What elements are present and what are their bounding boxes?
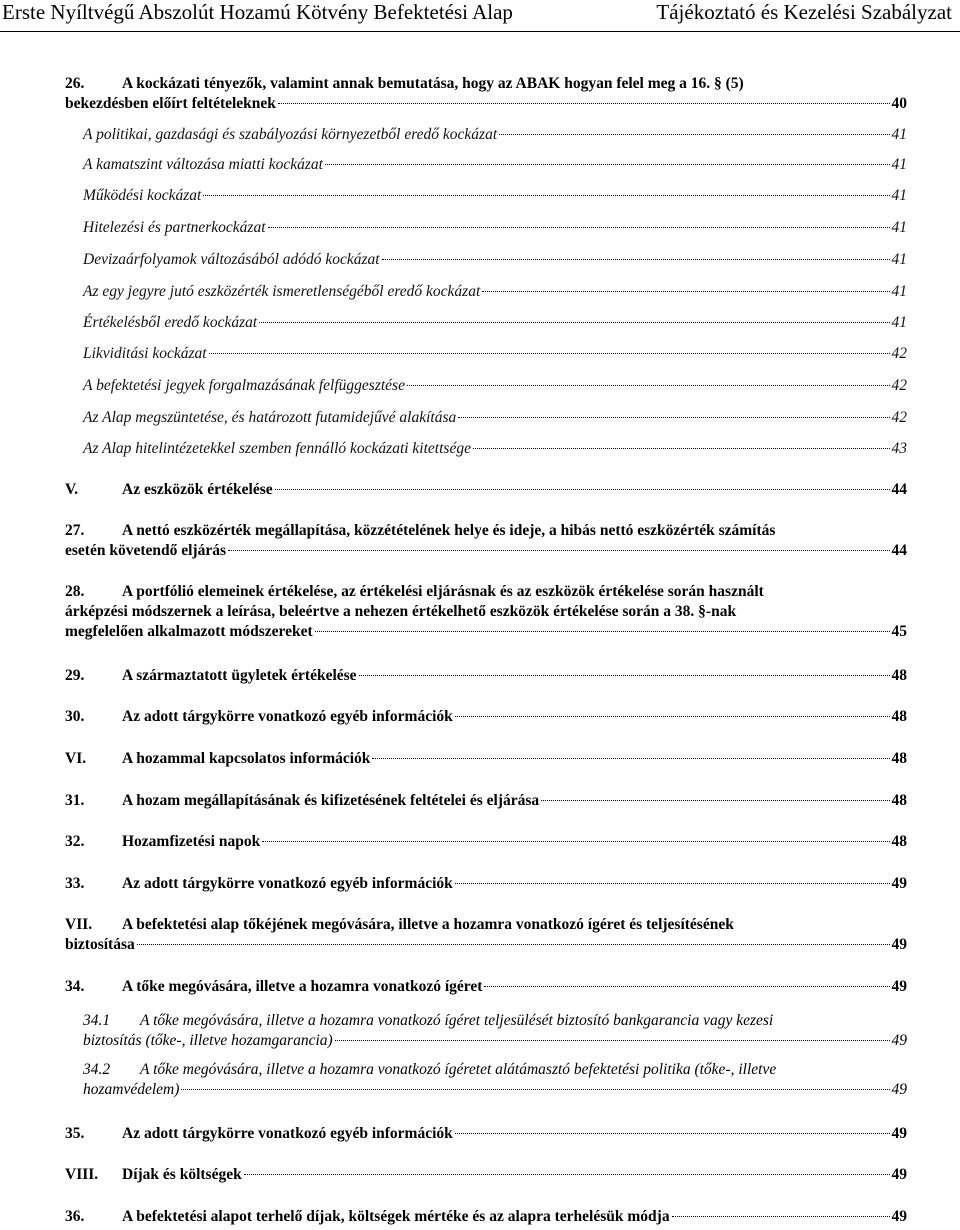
leader-dots (473, 448, 890, 449)
toc-number: 32. (65, 833, 85, 850)
leader-dots (275, 489, 890, 490)
toc-entry-risk-credit[interactable] (83, 218, 907, 238)
toc-page: 49 (891, 1032, 907, 1049)
leader-dots (244, 1174, 890, 1175)
toc-number: V. (65, 481, 79, 498)
toc-title-cont: hozamvédelem) (83, 1081, 180, 1098)
leader-dots (455, 1133, 890, 1134)
toc-title: A tőke megóvására, illetve a hozamra vonatkozó ígéret (122, 978, 483, 995)
toc-entry-26[interactable] (65, 74, 907, 114)
leader-dots (262, 841, 889, 842)
toc-number: VI. (65, 750, 87, 767)
toc-title-cont: bekezdésben előírt feltételeknek (65, 95, 276, 112)
toc-entry-34[interactable] (65, 977, 907, 997)
header-fund-name: Erste Nyíltvégű Abszolút Hozamú Kötvény Befektetési Alap (2, 0, 513, 24)
toc-page: 48 (891, 750, 907, 767)
toc-number: 31. (65, 792, 85, 809)
toc-number: 33. (65, 875, 85, 892)
toc-page: 41 (891, 251, 907, 268)
toc-entry-risk-interest[interactable] (83, 155, 907, 175)
toc-page: 41 (891, 283, 907, 300)
toc-title: Likviditási kockázat (83, 345, 207, 362)
toc-page: 44 (891, 481, 907, 498)
toc-title: A nettó eszközérték megállapítása, közzétételének helye és ideje, a hibás nettó eszközérték számítás (122, 522, 776, 539)
toc-number: VIII. (65, 1166, 99, 1183)
toc-number: VII. (65, 916, 93, 933)
toc-entry-risk-valuation[interactable] (83, 313, 907, 333)
toc-entry-VIII[interactable] (65, 1165, 907, 1185)
toc-entry-32[interactable] (65, 832, 907, 852)
toc-page: 49 (891, 1125, 907, 1142)
toc-title: A hozammal kapcsolatos információk (122, 750, 371, 767)
toc-page: 42 (891, 377, 907, 394)
toc-page: 41 (891, 187, 907, 204)
toc-page: 49 (891, 1208, 907, 1225)
toc-entry-risk-exposure[interactable] (83, 439, 907, 459)
leader-dots (499, 134, 889, 135)
toc-page: 42 (891, 345, 907, 362)
leader-dots (259, 322, 889, 323)
toc-title: A befektetési alap tőkéjének megóvására, illetve a hozamra vonatkozó ígéret és teljesítésének (122, 916, 734, 933)
toc-entry-31[interactable] (65, 791, 907, 811)
leader-dots (455, 883, 890, 884)
toc-number: 27. (65, 522, 85, 539)
toc-entry-27[interactable] (65, 521, 907, 561)
toc-page: 41 (891, 314, 907, 331)
toc-entry-risk-fx[interactable] (83, 250, 907, 270)
toc-page: 49 (891, 1166, 907, 1183)
leader-dots (455, 716, 890, 717)
toc-title: A kamatszint változása miatti kockázat (83, 156, 323, 173)
toc-page: 42 (891, 409, 907, 426)
header-doc-title: Tájékoztató és Kezelési Szabályzat (656, 0, 952, 24)
toc-entry-V[interactable] (65, 480, 907, 500)
toc-page: 43 (891, 440, 907, 457)
toc-title: Hitelezési és partnerkockázat (83, 219, 266, 236)
toc-title: Díjak és költségek (122, 1166, 242, 1183)
toc-number: 34. (65, 978, 85, 995)
toc-title: Működési kockázat (83, 187, 202, 204)
toc-entry-29[interactable] (65, 666, 907, 686)
toc-title: A hozam megállapításának és kifizetésének feltételei és eljárása (122, 792, 540, 809)
leader-dots (325, 164, 890, 165)
page-header (0, 0, 960, 30)
toc-entry-VI[interactable] (65, 749, 907, 769)
toc-page: 40 (891, 95, 907, 112)
toc-title: Az egy jegyre jutó eszközérték ismeretlenségéből eredő kockázat (83, 283, 481, 300)
toc-entry-risk-nav[interactable] (83, 282, 907, 302)
leader-dots (228, 550, 890, 551)
toc-title: Devizaárfolyamok változásából adódó kockázat (83, 251, 380, 268)
toc-title-cont: árképzési módszernek a leírása, beleértve a nehezen értékelhető eszközök értékelése során a 38. §-nak (65, 603, 737, 620)
toc-entry-risk-political[interactable] (83, 125, 907, 145)
toc-page: 49 (891, 978, 907, 995)
leader-dots (372, 758, 889, 759)
leader-dots (458, 417, 889, 418)
toc-number: 28. (65, 583, 85, 600)
leader-dots (541, 800, 889, 801)
toc-entry-risk-termination[interactable] (83, 408, 907, 428)
leader-dots (407, 385, 890, 386)
leader-dots (203, 195, 889, 196)
toc-number: 36. (65, 1208, 85, 1225)
toc-number: 34.2 (83, 1061, 111, 1078)
toc-page: 49 (891, 936, 907, 953)
toc-entry-risk-suspension[interactable] (83, 376, 907, 396)
leader-dots (209, 353, 890, 354)
toc-page: 45 (891, 623, 907, 640)
leader-dots (672, 1216, 890, 1217)
toc-page: 41 (891, 156, 907, 173)
toc-entry-36[interactable] (65, 1207, 907, 1227)
leader-dots (335, 1040, 890, 1041)
toc-page: 41 (891, 126, 907, 143)
toc-entry-34-2[interactable] (83, 1060, 907, 1100)
toc-title: Értékelésből eredő kockázat (83, 314, 258, 331)
toc-title-cont: biztosítás (tőke-, illetve hozamgarancia) (83, 1032, 333, 1049)
toc-title: Az adott tárgykörre vonatkozó egyéb információk (122, 708, 453, 725)
leader-dots (268, 227, 890, 228)
toc-entry-risk-operational[interactable] (83, 186, 907, 206)
toc-title: Az eszközök értékelése (122, 481, 273, 498)
toc-title: Az Alap hitelintézetekkel szemben fennálló kockázati kitettsége (83, 440, 471, 457)
toc-title: A befektetési alapot terhelő díjak, költségek mértéke és az alapra terhelésük módja (122, 1208, 670, 1225)
toc-title: A tőke megóvására, illetve a hozamra vonatkozó ígéretet alátámasztó befektetési politika (tőke-, illetve (140, 1061, 777, 1078)
toc-title: Az Alap megszüntetése, és határozott futamidejűvé alakítása (83, 409, 457, 426)
toc-title: A befektetési jegyek forgalmazásának felfüggesztése (83, 377, 405, 394)
toc-title: Hozamfizetési napok (122, 833, 261, 850)
toc-entry-VII[interactable] (65, 915, 907, 955)
toc-page: 48 (891, 667, 907, 684)
toc-page: 48 (891, 708, 907, 725)
toc-entry-28[interactable] (65, 582, 907, 642)
toc-title-cont: esetén követendő eljárás (65, 542, 226, 559)
leader-dots (278, 103, 890, 104)
toc-page: 44 (891, 542, 907, 559)
leader-dots (137, 944, 890, 945)
toc-page: 41 (891, 219, 907, 236)
leader-dots (359, 675, 890, 676)
leader-dots (181, 1089, 889, 1090)
toc-number: 26. (65, 75, 85, 92)
leader-dots (382, 259, 890, 260)
toc-page: 48 (891, 792, 907, 809)
toc-number: 34.1 (83, 1012, 111, 1029)
toc-entry-33[interactable] (65, 874, 907, 894)
toc-entry-30[interactable] (65, 707, 907, 727)
toc-entry-risk-liquidity[interactable] (83, 344, 907, 364)
toc-title: Az adott tárgykörre vonatkozó egyéb információk (122, 875, 453, 892)
leader-dots (315, 631, 890, 632)
toc-title: A kockázati tényezők, valamint annak bemutatása, hogy az ABAK hogyan felel meg a 16. § (5) (122, 75, 744, 92)
header-rule (0, 31, 960, 32)
toc-title-cont: biztosítása (65, 936, 135, 953)
toc-title: A portfólió elemeinek értékelése, az értékelési eljárásnak és az eszközök értékelése során használt (122, 583, 764, 600)
toc-title: A politikai, gazdasági és szabályozási környezetből eredő kockázat (83, 126, 498, 143)
leader-dots (484, 986, 889, 987)
toc-entry-35[interactable] (65, 1124, 907, 1144)
toc-page: 48 (891, 833, 907, 850)
toc-page: 49 (891, 875, 907, 892)
toc-title: A tőke megóvására, illetve a hozamra vonatkozó ígéret teljesülését biztosító bankgarancia vagy kezesi (140, 1012, 774, 1029)
toc-number: 29. (65, 667, 85, 684)
toc-entry-34-1[interactable] (83, 1011, 907, 1051)
toc-title: Az adott tárgykörre vonatkozó egyéb információk (122, 1125, 453, 1142)
toc-page: 49 (891, 1081, 907, 1098)
toc-title-cont: megfelelően alkalmazott módszereket (65, 623, 313, 640)
toc-number: 30. (65, 708, 85, 725)
toc-number: 35. (65, 1125, 85, 1142)
leader-dots (482, 291, 889, 292)
toc-title: A származtatott ügyletek értékelése (122, 667, 357, 684)
